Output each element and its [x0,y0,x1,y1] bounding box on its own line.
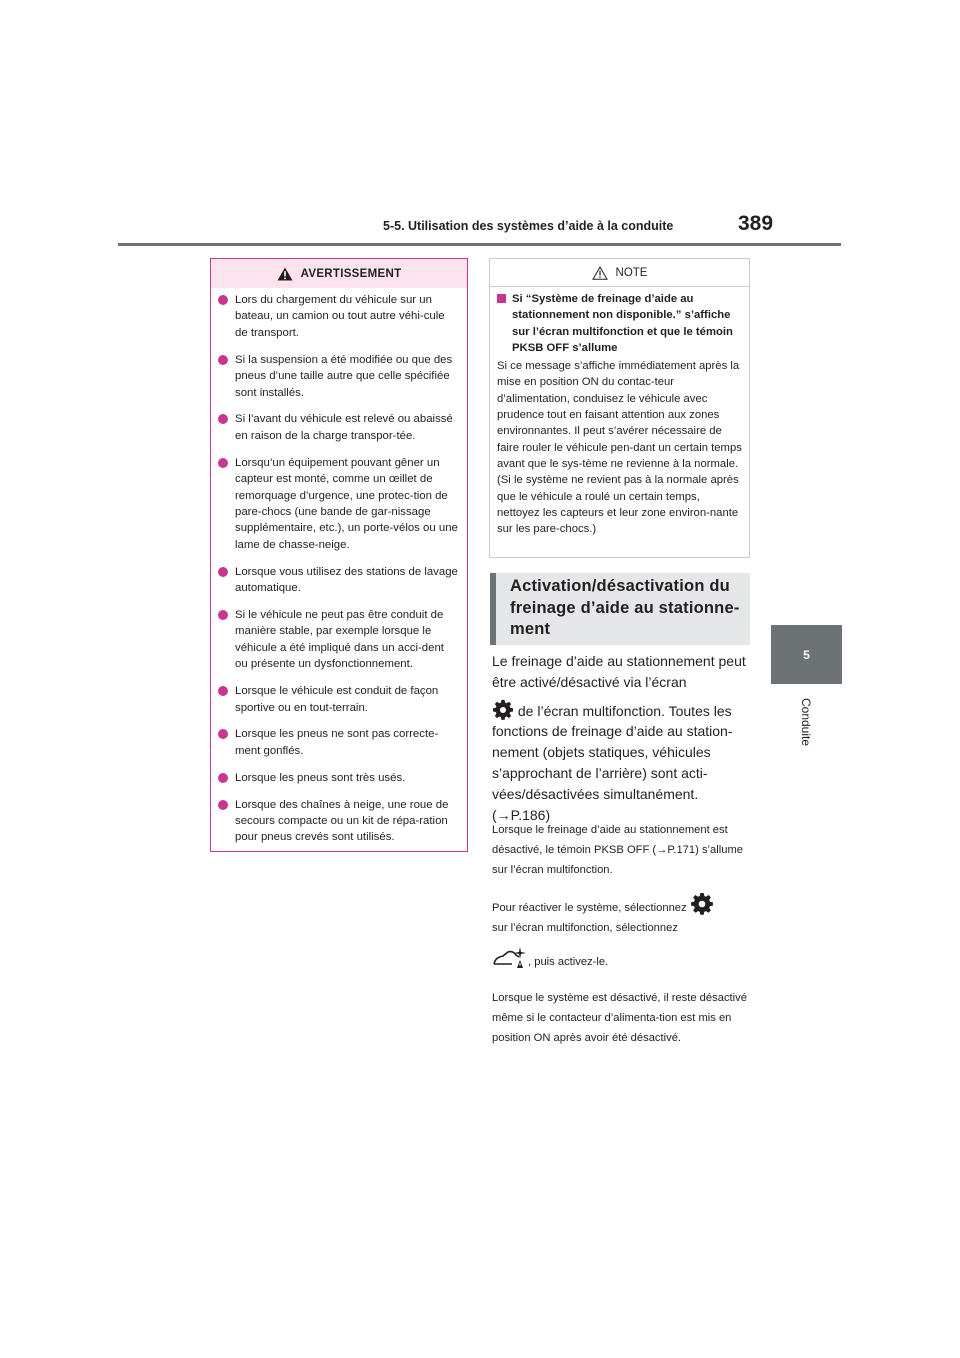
list-item: Lorsqu’un équipement pouvant gêner un capteur est monté, comme un œillet de remorquage d’urgence, une protec-tion de pare-chocs (une bande de gar-nissage supplémentaire, etc.), un porte-vélos ou une lame de chasse-neige. [218,455,459,553]
bullet-icon [218,355,228,365]
bullet-icon [218,567,228,577]
note-title: NOTE [615,266,648,279]
paragraph-reactivate: Pour réactiver le système, sélectionnez sur l’écran multifonction, sélectionnez , puis activez-le. [492,892,754,972]
warning-title: AVERTISSEMENT [300,267,402,280]
note-subheading: Si “Système de freinage d’aide au stationnement non disponible.” s’affiche sur l’écran multifonction et que le témoin PKSB OFF s’allume [497,291,742,356]
bullet-icon [218,295,228,305]
bullet-icon [218,610,228,620]
warning-triangle-icon [277,267,293,281]
list-item: Lors du chargement du véhicule sur un bateau, un camion ou tout autre véhi-cule de transport. [218,292,459,341]
square-bullet-icon [497,294,506,303]
list-item: Lorsque les pneus sont très usés. [218,770,459,786]
list-item: Si le véhicule ne peut pas être conduit de manière stable, par exemple lorsque le véhicule a été impliqué dans un acci-dent ou présente un dysfonctionnement. [218,607,459,673]
bullet-icon [218,800,228,810]
list-item: Lorsque le véhicule est conduit de façon sportive ou en tout-terrain. [218,683,459,716]
note-box [489,258,750,558]
section-header-title: 5-5. Utilisation des systèmes d’aide à la conduite [383,219,674,233]
bullet-icon [218,458,228,468]
chapter-label: Conduite [799,697,813,747]
gear-icon [690,892,714,916]
bullet-icon [218,729,228,739]
gear-icon [492,699,514,721]
list-item: Lorsque vous utilisez des stations de lavage automatique. [218,564,459,597]
header-rule [118,243,841,246]
bullet-icon [218,686,228,696]
note-header [490,259,749,287]
bullet-icon [218,773,228,783]
chapter-tab [771,625,842,684]
list-item: Si la suspension a été modifiée ou que des pneus d’une taille autre que celle spécifiée sont installés. [218,352,459,401]
page-number: 389 [738,212,774,235]
note-body [490,287,749,537]
chapter-number: 5 [803,647,810,662]
section-heading [490,573,750,645]
list-item: Si l’avant du véhicule est relevé ou abaissé en raison de la charge transpor-tée. [218,411,459,444]
parking-brake-car-icon [492,946,528,970]
list-item: Lorsque des chaînes à neige, une roue de secours compacte ou un kit de répa-ration pour pneus crevés sont utilisés. [218,797,459,846]
paragraph-pksb-off: Lorsque le freinage d’aide au stationnement est désactivé, le témoin PKSB OFF (→P.171) s’allume sur l’écran multifonction. [492,824,743,876]
note-triangle-icon [592,266,608,280]
warning-header [211,259,467,288]
warning-box [210,258,468,852]
intro-paragraph: Le freinage d’aide au stationnement peut être activé/désactivé via l’écran de l’écran multifonction. Toutes les fonctions de freinage d’aide au station-nement (objets statiques, véhicules s’approchant de l’arrière) sont acti-vées/désactivées simultanément. (→P.186) [492,653,746,823]
section-heading-text: Activation/désactivation du freinage d’aide au stationne-ment [510,577,740,638]
note-text: Si ce message s’affiche immédiatement après la mise en position ON du contac-teur d’alimentation, conduisez le véhicule avec prudence tout en faisant attention aux zones environnantes. Il peut s’avérer nécessaire de faire rouler le véhicule pen-dant un certain temps avant que le sys-tème ne revienne à la normale. (Si le système ne revient pas à la normale après que le véhicule a roulé un certain temps, nettoyez les capteurs et leur zone environ-nante sur les pare-chocs.) [497,360,742,536]
warning-list [211,288,467,846]
bullet-icon [218,414,228,424]
list-item: Lorsque les pneus ne sont pas correcte-ment gonflés. [218,726,459,759]
paragraph-stays-disabled: Lorsque le système est désactivé, il reste désactivé même si le contacteur d’alimenta-tion est mis en position ON après avoir été désactivé. [492,992,747,1044]
